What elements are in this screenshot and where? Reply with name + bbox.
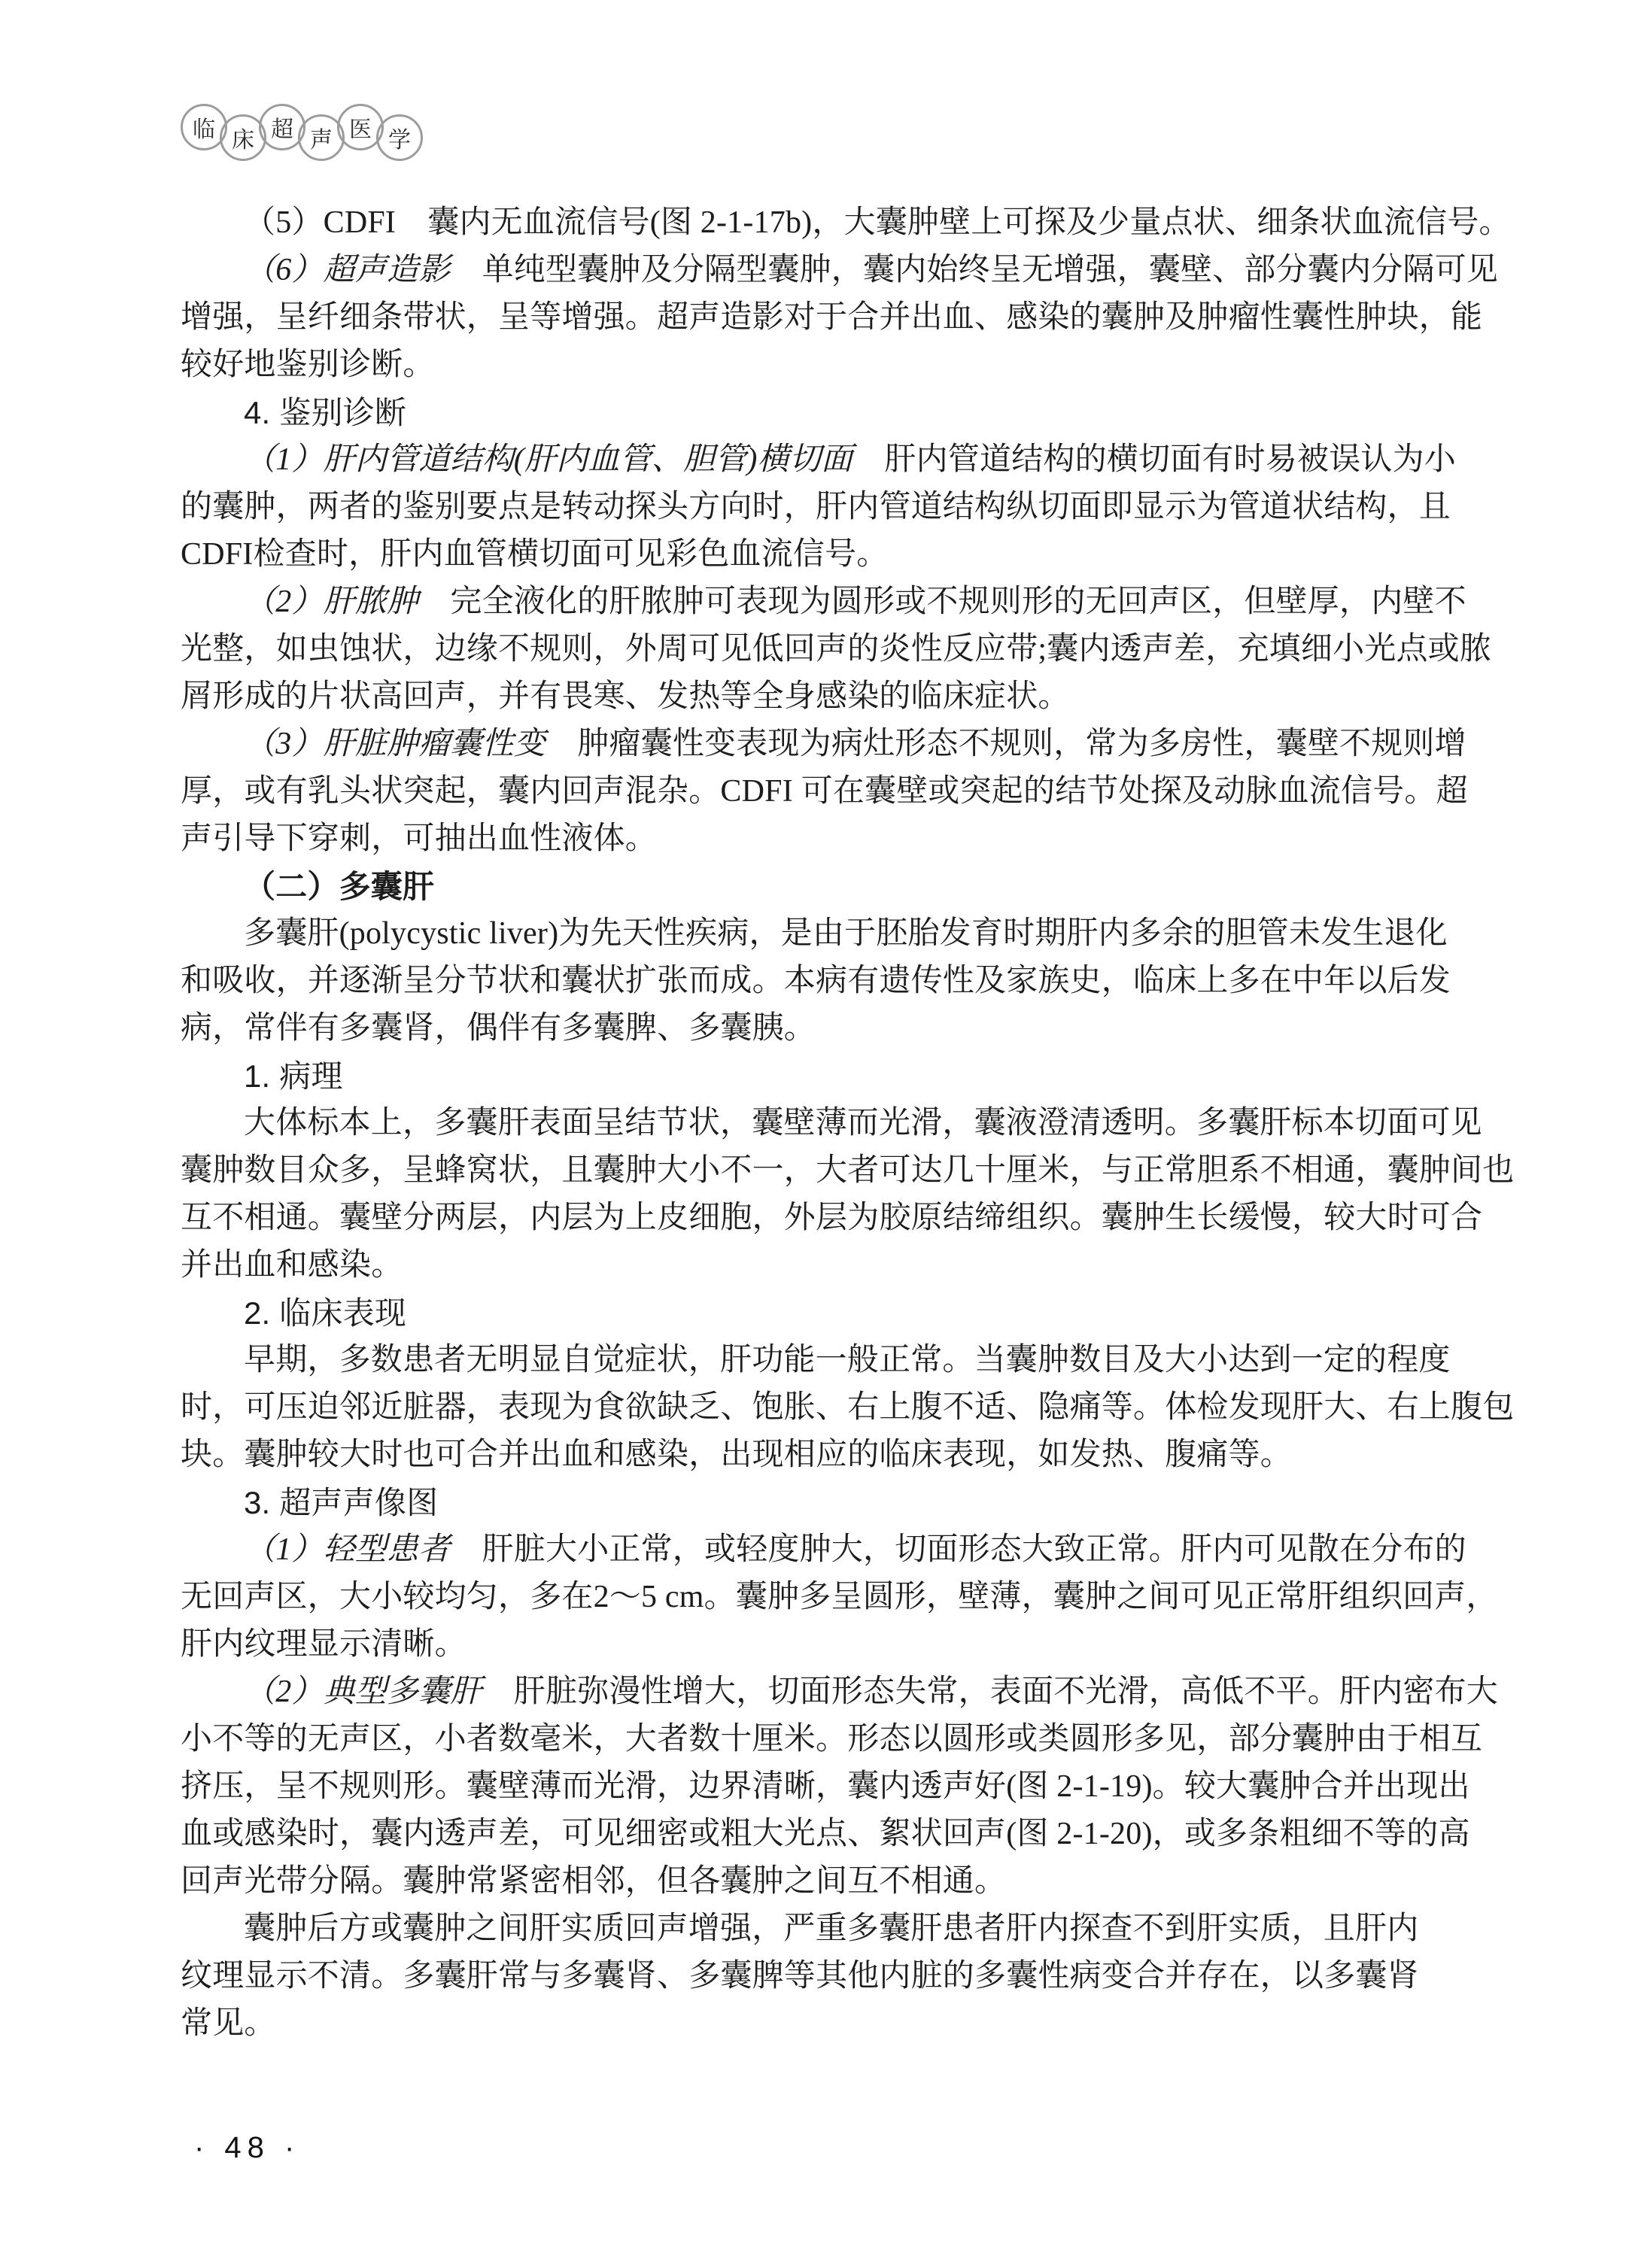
- section-heading: （二）多囊肝: [244, 869, 435, 904]
- text-line: [181, 2000, 1449, 2048]
- text-line: [181, 815, 1449, 863]
- body-text-segment: 纹理显示不清。多囊肝常与多囊肾、多囊脾等其他内脏的多囊性病变合并存在，以多囊肾: [181, 1959, 1419, 1993]
- body-text-segment: 互不相通。囊壁分两层，内层为上皮细胞，外层为胶原结缔组织。囊肿生长缓慢，较大时可合: [181, 1201, 1483, 1235]
- body-text-segment: 时，可压迫邻近脏器，表现为食欲缺乏、饱胀、右上腹不适、隐痛等。体检发现肝大、右上腹包: [181, 1390, 1515, 1425]
- body-text-segment: 声引导下穿刺，可抽出血性液体。: [181, 821, 658, 856]
- text-line: [181, 1479, 1449, 1526]
- text-line: [181, 1337, 1449, 1384]
- body-text-segment: 并出血和感染。: [181, 1248, 403, 1283]
- inline-subheading: （6）超声造影: [244, 253, 451, 287]
- inline-subheading: （1）肝内管道结构(肝内血管、胆管)横切面: [244, 442, 853, 477]
- text-line: [181, 1716, 1483, 1763]
- text-line: [181, 1526, 1466, 1574]
- text-line: [181, 247, 1499, 294]
- body-text-segment: 无回声区，大小较均匀，多在2～5 cm。囊肿多呈圆形，壁薄，囊肿之间可见正常肝组织回声，: [181, 1580, 1498, 1614]
- text-line: [181, 1953, 1449, 2000]
- section-heading: 3. 超声声像图: [244, 1485, 439, 1520]
- body-text-segment: 单纯型囊肿及分隔型囊肿，囊内始终呈无增强，囊壁、部分囊内分隔可见: [450, 253, 1499, 287]
- inline-subheading: （1）轻型患者: [244, 1532, 451, 1567]
- text-line: [181, 673, 1449, 721]
- logo-circle: 医: [337, 104, 384, 150]
- body-text-segment: 增强，呈纤细条带状，呈等增强。超声造影对于合并出血、感染的囊肿及肿瘤性囊性肿块，能: [181, 300, 1483, 335]
- body-text-segment: 挤压，呈不规则形。囊壁薄而光滑，边界清晰，囊内透声好(图 2-1-19)。较大囊肿合并出现出: [181, 1769, 1470, 1804]
- page-number: · 48 ·: [194, 2131, 301, 2164]
- body-text-segment: 块。囊肿较大时也可合并出血和感染，出现相应的临床表现，如发热、腹痛等。: [181, 1438, 1293, 1472]
- book-logo: [181, 104, 467, 172]
- body-text-segment: 光整，如虫蚀状，边缘不规则，外周可见低回声的炎性反应带;囊内透声差，充填细小光点或脓: [181, 632, 1492, 666]
- body-text-segment: 肝内管道结构的横切面有时易被误认为小: [852, 442, 1456, 477]
- inline-subheading: （2）典型多囊肝: [244, 1674, 482, 1709]
- body-text-segment: 肝内纹理显示清晰。: [181, 1627, 467, 1662]
- text-line: [181, 1052, 1449, 1100]
- text-line: [181, 1858, 1449, 1905]
- body-text-segment: 屑形成的片状高回声，并有畏寒、发热等全身感染的临床症状。: [181, 679, 1070, 714]
- text-line: [181, 436, 1456, 484]
- body-text-segment: 常见。: [181, 2006, 276, 2041]
- logo-circle: 超: [259, 104, 305, 150]
- text-line: [181, 958, 1449, 1005]
- text-line: [181, 626, 1492, 673]
- body-text-segment: 较好地鉴别诊断。: [181, 348, 435, 382]
- logo-circle: 床: [220, 114, 266, 161]
- body-text-segment: 肝脏大小正常，或轻度肿大，切面形态大致正常。肝内可见散在分布的: [450, 1532, 1466, 1567]
- text-line: [181, 1384, 1515, 1432]
- text-line: [181, 1763, 1470, 1811]
- inline-subheading: （2）肝脓肿: [244, 584, 419, 619]
- text-line: [181, 342, 1449, 389]
- text-line: [181, 910, 1449, 958]
- body-text-segment: 大体标本上，多囊肝表面呈结节状，囊壁薄而光滑，囊液澄清透明。多囊肝标本切面可见: [244, 1106, 1482, 1140]
- text-line: [181, 531, 1449, 578]
- text-line: [181, 1811, 1470, 1858]
- body-text-segment: 肝脏弥漫性增大，切面形态失常，表面不光滑，高低不平。肝内密布大: [482, 1674, 1499, 1709]
- text-line: [181, 1100, 1482, 1147]
- inline-subheading: （3）肝脏肿瘤囊性变: [244, 727, 546, 761]
- body-text-segment: 肿瘤囊性变表现为病灶形态不规则，常为多房性，囊壁不规则增: [546, 727, 1466, 761]
- text-line: [181, 1195, 1483, 1242]
- body-text-segment: 厚，或有乳头状突起，囊内回声混杂。CDFI 可在囊壁或突起的结节处探及动脉血流信号。超: [181, 774, 1468, 809]
- body-text-block: [181, 199, 1515, 2048]
- text-line: [181, 199, 1511, 247]
- section-heading: 1. 病理: [244, 1058, 343, 1094]
- body-text-segment: CDFI检查时，肝内血管横切面可见彩色血流信号。: [181, 537, 889, 572]
- body-text-segment: 多囊肝(polycystic liver)为先天性疾病，是由于胚胎发育时期肝内多余的胆管未发生退化: [244, 916, 1448, 951]
- text-line: [181, 578, 1466, 626]
- body-text-segment: 病，常伴有多囊肾，偶伴有多囊脾、多囊胰。: [181, 1011, 816, 1046]
- body-text-segment: （5）CDFI 囊内无血流信号(图 2-1-17b)，大囊肿壁上可探及少量点状、细条状血流信号。: [244, 205, 1511, 240]
- body-text-segment: 小不等的无声区，小者数毫米，大者数十厘米。形态以圆形或类圆形多见，部分囊肿由于相互: [181, 1722, 1483, 1756]
- text-line: [181, 1005, 1449, 1052]
- body-text-segment: 早期，多数患者无明显自觉症状，肝功能一般正常。当囊肿数目及大小达到一定的程度: [244, 1343, 1451, 1377]
- text-line: [181, 1289, 1449, 1337]
- body-text-segment: 完全液化的肝脓肿可表现为圆形或不规则形的无回声区，但壁厚，内壁不: [418, 584, 1466, 619]
- text-line: [181, 1574, 1498, 1621]
- text-line: [181, 1432, 1449, 1479]
- body-text-segment: 的囊肿，两者的鉴别要点是转动探头方向时，肝内管道结构纵切面即显示为管道状结构，且: [181, 490, 1451, 524]
- text-line: [181, 294, 1483, 342]
- body-text-segment: 囊肿后方或囊肿之间肝实质回声增强，严重多囊肝患者肝内探查不到肝实质，且肝内: [244, 1911, 1419, 1946]
- body-text-segment: 和吸收，并逐渐呈分节状和囊状扩张而成。本病有遗传性及家族史，临床上多在中年以后发: [181, 964, 1451, 998]
- logo-circle: 声: [298, 114, 345, 161]
- text-line: [181, 1905, 1449, 1953]
- text-line: [181, 1147, 1515, 1195]
- logo-circle: 临: [181, 104, 227, 150]
- text-line: [181, 389, 1449, 436]
- text-line: [181, 721, 1466, 768]
- body-text-segment: 囊肿数目众多，呈蜂窝状，且囊肿大小不一，大者可达几十厘米，与正常胆系不相通，囊肿间也: [181, 1153, 1515, 1188]
- text-line: [181, 1621, 1449, 1668]
- logo-circle: 学: [376, 114, 423, 161]
- text-line: [181, 863, 1449, 910]
- text-line: [181, 484, 1449, 531]
- text-line: [181, 1242, 1449, 1289]
- text-line: [181, 768, 1468, 815]
- body-text-segment: 回声光带分隔。囊肿常紧密相邻，但各囊肿之间互不相通。: [181, 1864, 1007, 1899]
- section-heading: 4. 鉴别诊断: [244, 395, 407, 430]
- body-text-segment: 血或感染时，囊内透声差，可见细密或粗大光点、絮状回声(图 2-1-20)，或多条粗细不等的高: [181, 1817, 1470, 1851]
- section-heading: 2. 临床表现: [244, 1295, 407, 1331]
- text-line: [181, 1668, 1499, 1716]
